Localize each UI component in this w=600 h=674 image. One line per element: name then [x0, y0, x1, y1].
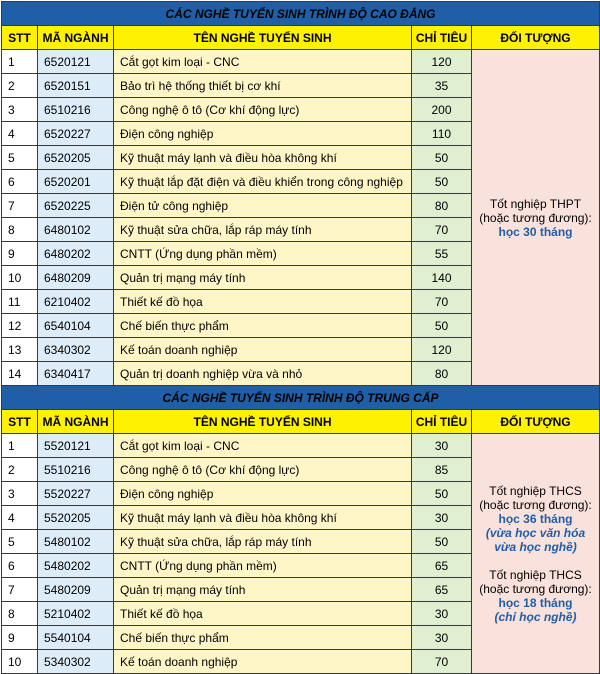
- row-stt: 6: [2, 170, 38, 194]
- row-ten-nghe: CNTT (Ứng dụng phần mềm): [114, 242, 412, 266]
- row-chi-tieu: 30: [412, 506, 472, 530]
- row-ma-nganh: 6520151: [38, 74, 114, 98]
- row-chi-tieu: 120: [412, 338, 472, 362]
- row-ma-nganh: 5520121: [38, 434, 114, 458]
- row-stt: 9: [2, 626, 38, 650]
- row-ma-nganh: 6520201: [38, 170, 114, 194]
- table-row: [2, 434, 600, 458]
- college-target: [472, 197, 599, 239]
- target-line: (hoặc tương đương):: [479, 210, 592, 225]
- row-chi-tieu: 65: [412, 554, 472, 578]
- row-stt: 4: [2, 506, 38, 530]
- row-stt: 7: [2, 578, 38, 602]
- target-note: (vừa học văn hóa: [485, 525, 586, 540]
- row-ma-nganh: 6480209: [38, 266, 114, 290]
- target-note: vừa học nghề): [494, 539, 577, 554]
- row-stt: 2: [2, 74, 38, 98]
- row-ten-nghe: Thiết kế đồ họa: [114, 290, 412, 314]
- row-chi-tieu: 50: [412, 530, 472, 554]
- row-ten-nghe: CNTT (Ứng dụng phần mềm): [114, 554, 412, 578]
- row-ma-nganh: 6480102: [38, 218, 114, 242]
- row-ten-nghe: Điện công nghiệp: [114, 122, 412, 146]
- row-stt: 12: [2, 314, 38, 338]
- row-chi-tieu: 70: [412, 218, 472, 242]
- vocational-header-row: [2, 410, 600, 434]
- row-ma-nganh: 5480102: [38, 530, 114, 554]
- row-chi-tieu: 200: [412, 98, 472, 122]
- row-chi-tieu: 65: [412, 578, 472, 602]
- doi-tuong-cell: [472, 434, 600, 674]
- row-ten-nghe: Kỹ thuật sửa chữa, lắp ráp máy tính: [114, 530, 412, 554]
- college-title: CÁC NGHỀ TUYỂN SINH TRÌNH ĐỘ CAO ĐẲNG: [2, 2, 600, 26]
- row-ma-nganh: 5510216: [38, 458, 114, 482]
- row-ten-nghe: Kỹ thuật sửa chữa, lắp ráp máy tính: [114, 218, 412, 242]
- row-chi-tieu: 50: [412, 482, 472, 506]
- row-stt: 4: [2, 122, 38, 146]
- row-ma-nganh: 6480202: [38, 242, 114, 266]
- row-chi-tieu: 70: [412, 290, 472, 314]
- row-stt: 8: [2, 218, 38, 242]
- row-chi-tieu: 70: [412, 650, 472, 674]
- target-duration: học 36 tháng: [498, 511, 573, 526]
- row-chi-tieu: 80: [412, 194, 472, 218]
- table-row: [2, 50, 600, 74]
- row-stt: 6: [2, 554, 38, 578]
- vocational-rows: [2, 434, 600, 674]
- college-rows: [2, 50, 600, 386]
- row-ten-nghe: Chế biến thực phẩm: [114, 626, 412, 650]
- row-ten-nghe: Quản trị mạng máy tính: [114, 266, 412, 290]
- row-stt: 5: [2, 146, 38, 170]
- row-chi-tieu: 35: [412, 74, 472, 98]
- target-duration: học 30 tháng: [498, 224, 573, 239]
- row-ma-nganh: 6510216: [38, 98, 114, 122]
- row-ma-nganh: 6540104: [38, 314, 114, 338]
- target-line: Tốt nghiệp THPT: [489, 196, 582, 211]
- row-ma-nganh: 6340302: [38, 338, 114, 362]
- row-ten-nghe: Quản trị mạng máy tính: [114, 578, 412, 602]
- target-line: Tốt nghiệp THCS: [489, 567, 582, 582]
- row-ma-nganh: 5520227: [38, 482, 114, 506]
- row-stt: 1: [2, 50, 38, 74]
- row-chi-tieu: 140: [412, 266, 472, 290]
- row-ma-nganh: 6520225: [38, 194, 114, 218]
- row-ma-nganh: 6520205: [38, 146, 114, 170]
- row-ten-nghe: Kỹ thuật máy lạnh và điều hòa không khí: [114, 506, 412, 530]
- row-chi-tieu: 55: [412, 242, 472, 266]
- row-ten-nghe: Kế toán doanh nghiệp: [114, 338, 412, 362]
- row-ma-nganh: 6520121: [38, 50, 114, 74]
- target-line: (hoặc tương đương):: [479, 497, 592, 512]
- row-ten-nghe: Điện tử công nghiệp: [114, 194, 412, 218]
- col-ten-nghe: TÊN NGHỀ TUYỂN SINH: [114, 410, 412, 434]
- row-chi-tieu: 50: [412, 146, 472, 170]
- college-section: [2, 2, 600, 50]
- row-ma-nganh: 5210402: [38, 602, 114, 626]
- row-stt: 10: [2, 266, 38, 290]
- college-header-row: [2, 26, 600, 50]
- row-ten-nghe: Cắt gọt kim loại - CNC: [114, 434, 412, 458]
- row-chi-tieu: 110: [412, 122, 472, 146]
- vocational-title: CÁC NGHỀ TUYỂN SINH TRÌNH ĐỘ TRUNG CẤP: [2, 386, 600, 410]
- row-chi-tieu: 50: [412, 314, 472, 338]
- row-chi-tieu: 30: [412, 602, 472, 626]
- col-ma-nganh: MÃ NGÀNH: [38, 410, 114, 434]
- col-doi-tuong: ĐỐI TƯỢNG: [472, 26, 600, 50]
- row-stt: 1: [2, 434, 38, 458]
- row-ten-nghe: Cắt gọt kim loại - CNC: [114, 50, 412, 74]
- col-chi-tieu: CHỈ TIÊU: [412, 26, 472, 50]
- row-chi-tieu: 50: [412, 170, 472, 194]
- row-stt: 2: [2, 458, 38, 482]
- row-ma-nganh: 5480202: [38, 554, 114, 578]
- target-note: (chỉ học nghề): [494, 609, 577, 624]
- row-ten-nghe: Quản trị doanh nghiệp vừa và nhỏ: [114, 362, 412, 386]
- target-line: Tốt nghiệp THCS: [489, 483, 582, 498]
- row-ma-nganh: 5480209: [38, 578, 114, 602]
- row-stt: 3: [2, 482, 38, 506]
- row-stt: 11: [2, 290, 38, 314]
- row-ma-nganh: 5520205: [38, 506, 114, 530]
- vocational-target: [472, 484, 599, 624]
- row-ten-nghe: Kỹ thuật máy lạnh và điều hòa không khí: [114, 146, 412, 170]
- row-stt: 7: [2, 194, 38, 218]
- row-ma-nganh: 6520227: [38, 122, 114, 146]
- col-chi-tieu: CHỈ TIÊU: [412, 410, 472, 434]
- row-chi-tieu: 30: [412, 626, 472, 650]
- row-stt: 9: [2, 242, 38, 266]
- row-ma-nganh: 6340417: [38, 362, 114, 386]
- col-ma-nganh: MÃ NGÀNH: [38, 26, 114, 50]
- row-ten-nghe: Chế biến thực phẩm: [114, 314, 412, 338]
- row-ten-nghe: Điện công nghiệp: [114, 482, 412, 506]
- row-chi-tieu: 85: [412, 458, 472, 482]
- row-stt: 14: [2, 362, 38, 386]
- row-ten-nghe: Công nghệ ô tô (Cơ khí động lực): [114, 98, 412, 122]
- vocational-section: [2, 386, 600, 434]
- doi-tuong-cell: [472, 50, 600, 386]
- row-ten-nghe: Kỹ thuật lắp đặt điện và điều khiển trong công nghiệp: [114, 170, 412, 194]
- row-stt: 10: [2, 650, 38, 674]
- admission-table: [1, 1, 600, 674]
- row-stt: 5: [2, 530, 38, 554]
- row-chi-tieu: 30: [412, 434, 472, 458]
- row-ma-nganh: 5540104: [38, 626, 114, 650]
- row-stt: 8: [2, 602, 38, 626]
- row-ten-nghe: Bảo trì hệ thống thiết bị cơ khí: [114, 74, 412, 98]
- row-ten-nghe: Kế toán doanh nghiệp: [114, 650, 412, 674]
- row-chi-tieu: 120: [412, 50, 472, 74]
- row-stt: 3: [2, 98, 38, 122]
- target-line: (hoặc tương đương):: [479, 581, 592, 596]
- row-ma-nganh: 6210402: [38, 290, 114, 314]
- col-stt: STT: [2, 26, 38, 50]
- row-ma-nganh: 5340302: [38, 650, 114, 674]
- target-duration: học 18 tháng: [498, 595, 573, 610]
- row-stt: 13: [2, 338, 38, 362]
- col-doi-tuong: ĐỐI TƯỢNG: [472, 410, 600, 434]
- col-stt: STT: [2, 410, 38, 434]
- row-ten-nghe: Công nghệ ô tô (Cơ khí động lực): [114, 458, 412, 482]
- row-ten-nghe: Thiết kế đồ họa: [114, 602, 412, 626]
- col-ten-nghe: TÊN NGHỀ TUYỂN SINH: [114, 26, 412, 50]
- row-chi-tieu: 80: [412, 362, 472, 386]
